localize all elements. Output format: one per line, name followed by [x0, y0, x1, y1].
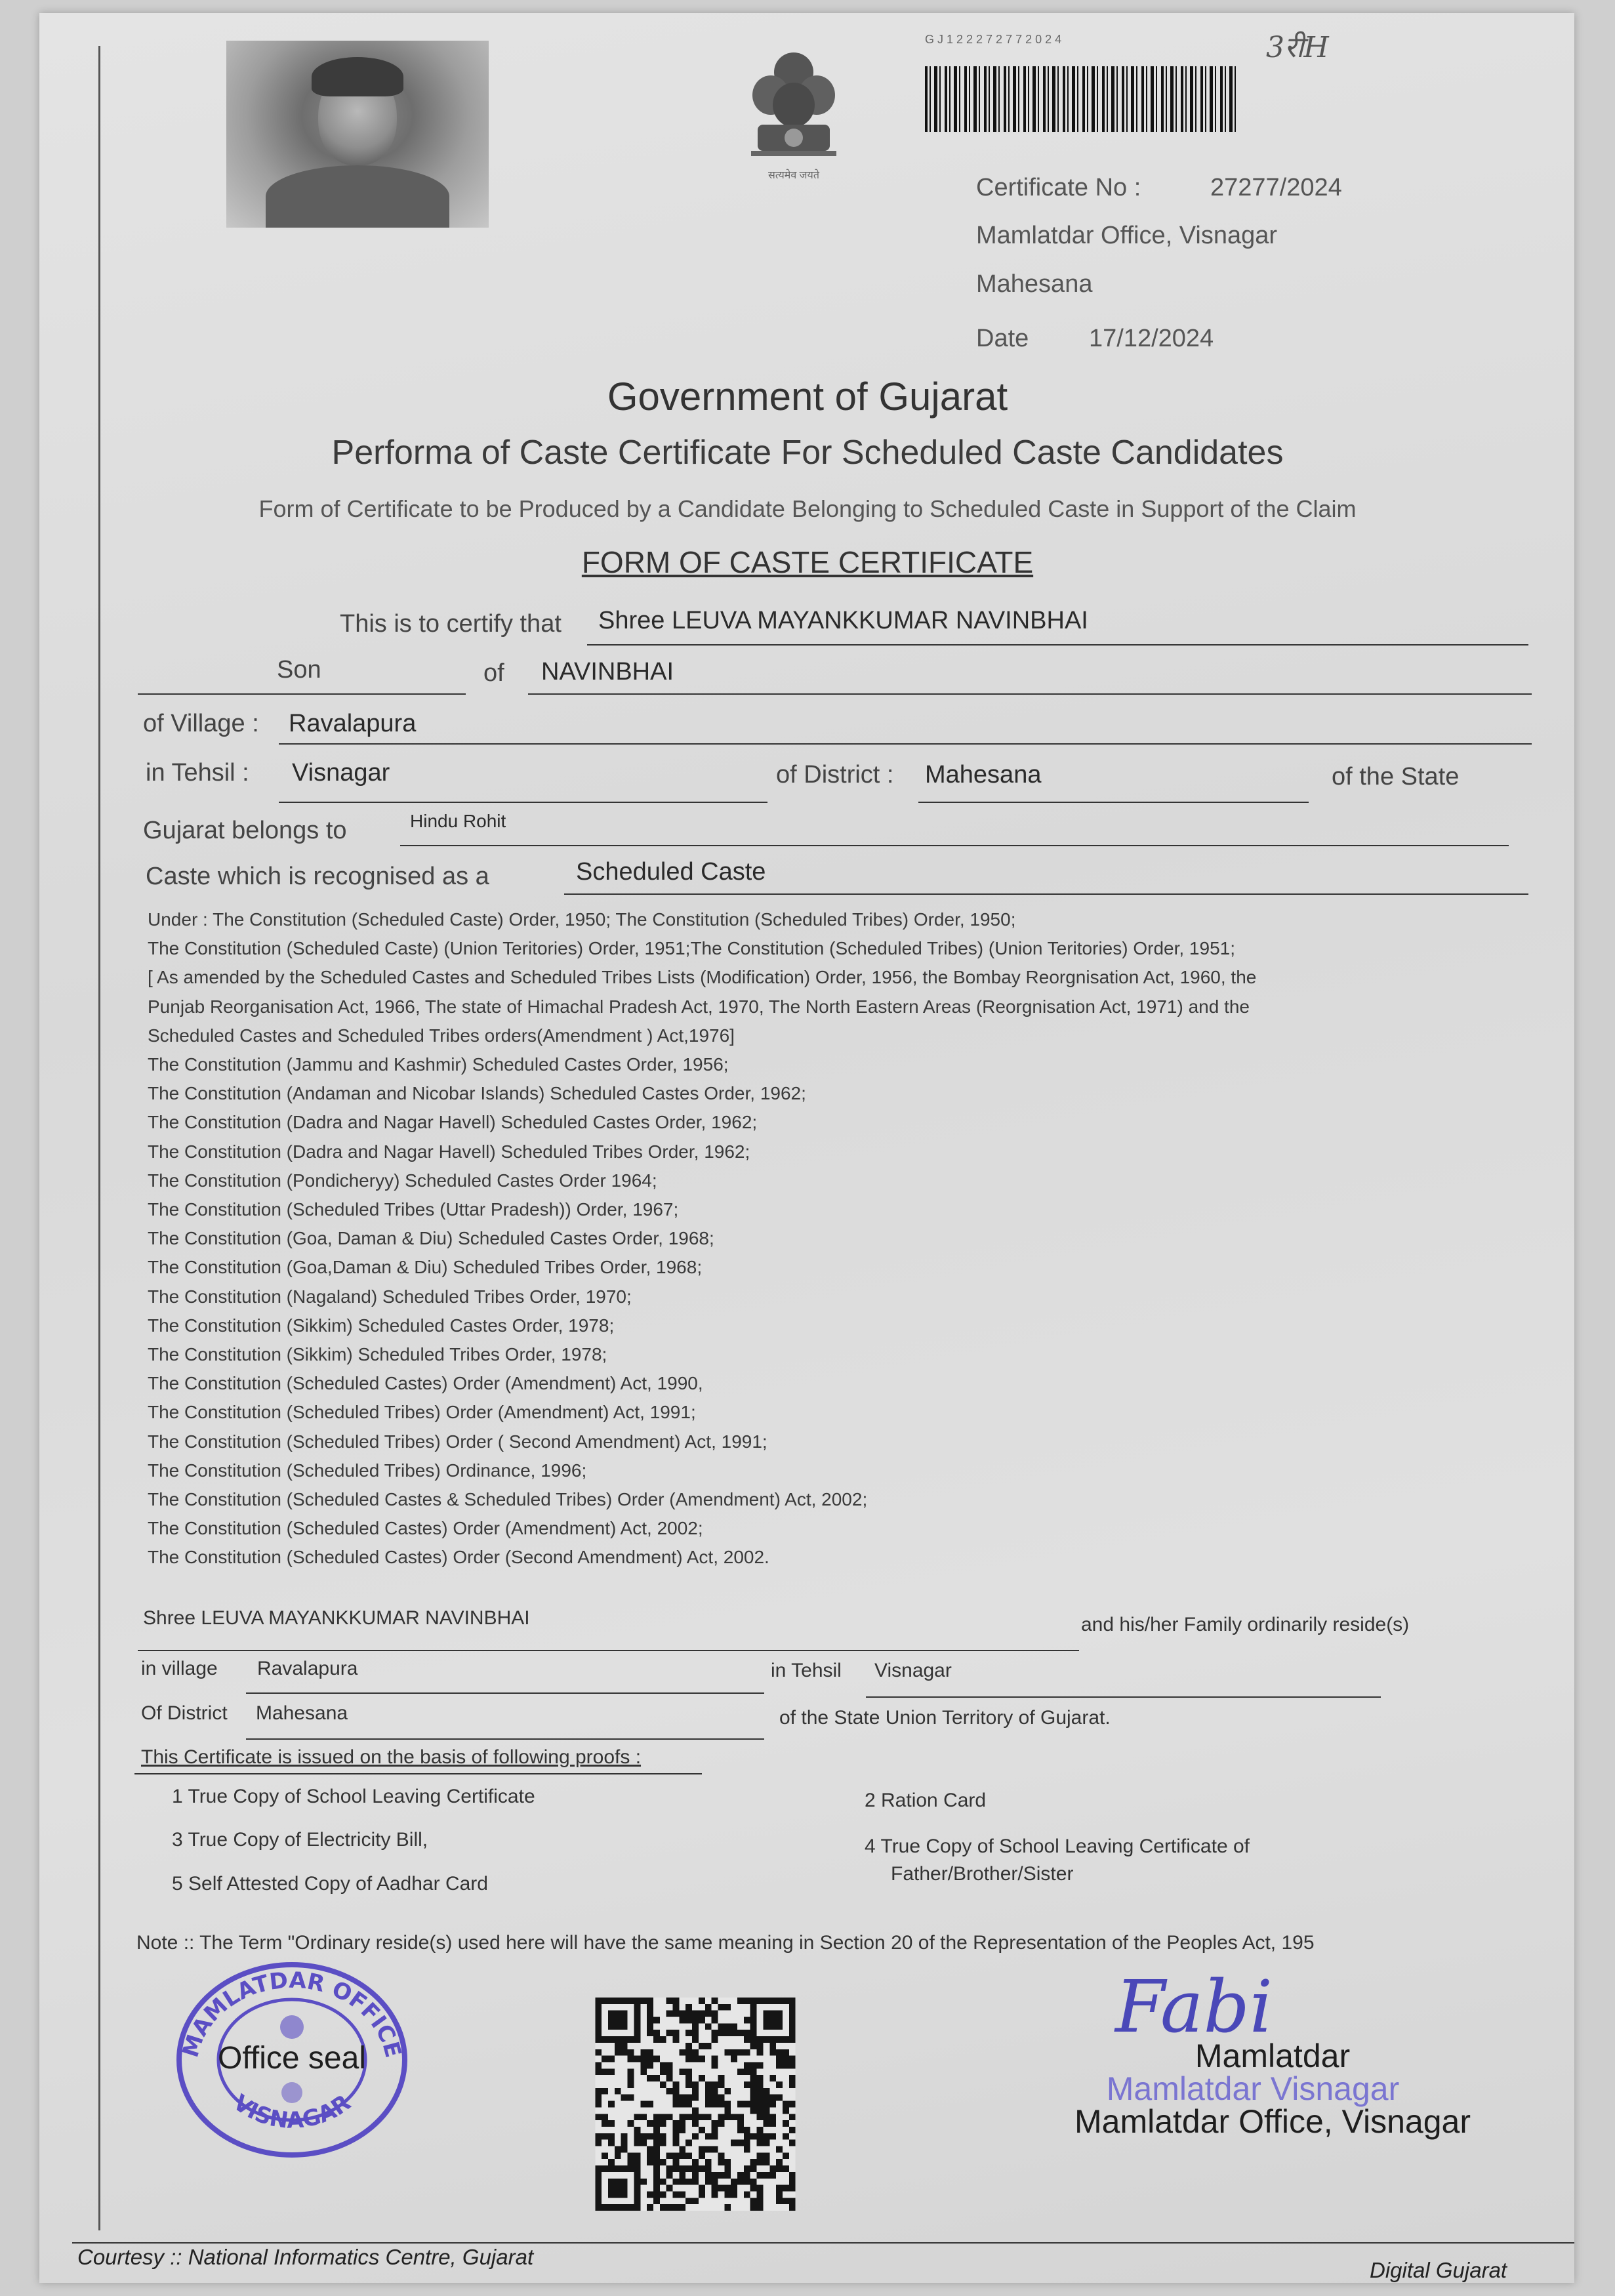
residence-state: of the State Union Territory of Gujarat. — [779, 1707, 1111, 1729]
proofs-heading: This Certificate is issued on the basis of following proofs : — [141, 1746, 642, 1768]
note: Note :: The Term "Ordinary reside(s) used here will have the same meaning in Section 20 of the Representation of the Peoples Act, 195 — [136, 1932, 1315, 1954]
seal-ring-bottom: VISNAGAR — [228, 2089, 356, 2134]
government-title: Government of Gujarat — [607, 375, 1008, 419]
clause: The Constitution (Scheduled Tribes) Ordinance, 1996; — [148, 1460, 587, 1481]
signature-block — [1074, 1965, 1471, 2140]
clause: The Constitution (Scheduled Castes) Order (Amendment) Act, 1990, — [148, 1373, 703, 1394]
signatory-title: Mamlatdar — [1195, 2038, 1351, 2074]
clause: The Constitution (Sikkim) Scheduled Castes Order, 1978; — [148, 1315, 615, 1336]
village: Ravalapura — [289, 710, 417, 737]
clause: Punjab Reorganisation Act, 1966, The state of Himachal Pradesh Act, 1970, The North Eastern Areas (Reorgnisation Act, 1971) and the — [148, 996, 1250, 1017]
barcode-text: G J 1 2 2 2 7 2 7 7 2 0 2 4 — [925, 33, 1062, 46]
certificate-no-label: Certificate No : — [976, 174, 1141, 201]
proof-item: 2 Ration Card — [865, 1790, 987, 1811]
clause: The Constitution (Scheduled Tribes (Uttar Pradesh)) Order, 1967; — [148, 1199, 679, 1220]
seal-ring-top: MAMLATDAR OFFICE — [177, 1967, 407, 2060]
proof-item: 4 True Copy of School Leaving Certificate of — [865, 1835, 1250, 1857]
clause: The Constitution (Dadra and Nagar Havell) Scheduled Tribes Order, 1962; — [148, 1141, 750, 1162]
handwritten-note: 3रीH — [1266, 31, 1329, 64]
state-emblem-icon — [738, 46, 849, 184]
father-name: NAVINBHAI — [541, 658, 674, 686]
issue-date: 17/12/2024 — [1089, 325, 1214, 352]
belongs-label: Gujarat belongs to — [143, 817, 347, 844]
recognised-label: Caste which is recognised as a — [146, 863, 489, 890]
caste-category: Scheduled Caste — [576, 858, 766, 886]
clause: The Constitution (Pondicheryy) Scheduled Castes Order 1964; — [148, 1170, 657, 1191]
residence-district: Mahesana — [256, 1702, 348, 1724]
proof-item: 1 True Copy of School Leaving Certificate — [172, 1786, 535, 1807]
footer-brand: Digital Gujarat — [1370, 2258, 1507, 2282]
clause: [ As amended by the Scheduled Castes and Scheduled Tribes Lists (Modification) Order, 1956, the Bombay Reorgnisation Act, 1960, the — [148, 967, 1257, 988]
proof-item-continued: Father/Brother/Sister — [891, 1863, 1074, 1885]
tehsil: Visnagar — [292, 759, 390, 787]
clause: The Constitution (Dadra and Nagar Havell) Scheduled Castes Order, 1962; — [148, 1112, 758, 1133]
footer-courtesy: Courtesy :: National Informatics Centre, Gujarat — [77, 2245, 534, 2269]
clause: The Constitution (Goa, Daman & Diu) Scheduled Castes Order, 1968; — [148, 1228, 714, 1249]
clause: The Constitution (Sikkim) Scheduled Tribes Order, 1978; — [148, 1344, 607, 1365]
caste: Hindu Rohit — [410, 811, 506, 831]
form-note: Form of Certificate to be Produced by a Candidate Belonging to Scheduled Caste in Support of the Claim — [258, 495, 1357, 522]
office-seal — [171, 1958, 413, 2162]
clause: Scheduled Castes and Scheduled Tribes orders(Amendment ) Act,1976] — [148, 1025, 735, 1046]
clause: The Constitution (Nagaland) Scheduled Tribes Order, 1970; — [148, 1286, 632, 1307]
certificate-no: 27277/2024 — [1210, 174, 1342, 201]
clause: The Constitution (Goa,Daman & Diu) Scheduled Tribes Order, 1968; — [148, 1257, 703, 1278]
clause: The Constitution (Scheduled Caste) (Union Teritories) Order, 1951;The Constitution (Scheduled Tribes) (Union Teritories) Order, 1951; — [148, 938, 1236, 959]
resident-name: Shree LEUVA MAYANKKUMAR NAVINBHAI — [143, 1607, 530, 1629]
candidate-name: Shree LEUVA MAYANKKUMAR NAVINBHAI — [598, 607, 1088, 634]
clause: The Constitution (Jammu and Kashmir) Scheduled Castes Order, 1956; — [148, 1054, 729, 1075]
applicant-photo — [226, 41, 489, 228]
clause: The Constitution (Andaman and Nicobar Islands) Scheduled Castes Order, 1962; — [148, 1083, 806, 1104]
residence-village-label: in village — [141, 1658, 218, 1679]
relation: Son — [277, 656, 321, 684]
seal-center-text: Office seal — [218, 2041, 366, 2076]
issuing-district: Mahesana — [976, 270, 1093, 298]
clause: The Constitution (Scheduled Tribes) Order ( Second Amendment) Act, 1991; — [148, 1431, 767, 1452]
signature-scrawl: Fabi — [1115, 1965, 1273, 2049]
clause: The Constitution (Scheduled Castes & Scheduled Tribes) Order (Amendment) Act, 2002; — [148, 1489, 868, 1510]
residence-village: Ravalapura — [257, 1658, 358, 1679]
signatory-office: Mamlatdar Office, Visnagar — [1074, 2103, 1471, 2140]
constitution-orders-list — [148, 905, 1473, 1572]
residence-tehsil-label: in Tehsil — [771, 1660, 842, 1681]
date-label: Date — [976, 325, 1029, 352]
qr-code[interactable] — [594, 1998, 797, 2211]
form-title: FORM OF CASTE CERTIFICATE — [581, 545, 1034, 579]
emblem-caption: सत्यमेव जयते — [768, 170, 819, 181]
of-label: of — [483, 659, 504, 687]
family-text: and his/her Family ordinarily reside(s) — [1081, 1614, 1410, 1635]
clause: The Constitution (Scheduled Castes) Order (Amendment) Act, 2002; — [148, 1518, 703, 1539]
district: Mahesana — [925, 761, 1042, 789]
proof-item: 5 Self Attested Copy of Aadhar Card — [172, 1873, 488, 1895]
residence-district-label: Of District — [141, 1702, 228, 1724]
clause: Under : The Constitution (Scheduled Caste) Order, 1950; The Constitution (Scheduled Tribes) Order, 1950; — [148, 909, 1016, 930]
performa-title: Performa of Caste Certificate For Scheduled Caste Candidates — [331, 434, 1284, 472]
village-label: of Village : — [143, 710, 259, 737]
barcode — [925, 33, 1259, 144]
certify-intro: This is to certify that — [340, 610, 562, 638]
clause: The Constitution (Scheduled Castes) Order (Second Amendment) Act, 2002. — [148, 1547, 769, 1568]
issuing-office: Mamlatdar Office, Visnagar — [976, 222, 1278, 249]
tehsil-label: in Tehsil : — [146, 759, 249, 787]
state-label: of the State — [1332, 763, 1460, 790]
district-label: of District : — [776, 761, 894, 789]
signatory-stamp: Mamlatdar Visnagar — [1106, 2070, 1400, 2107]
proof-item: 3 True Copy of Electricity Bill, — [172, 1829, 428, 1851]
clause: The Constitution (Scheduled Tribes) Order (Amendment) Act, 1991; — [148, 1402, 696, 1423]
residence-tehsil: Visnagar — [874, 1660, 952, 1681]
